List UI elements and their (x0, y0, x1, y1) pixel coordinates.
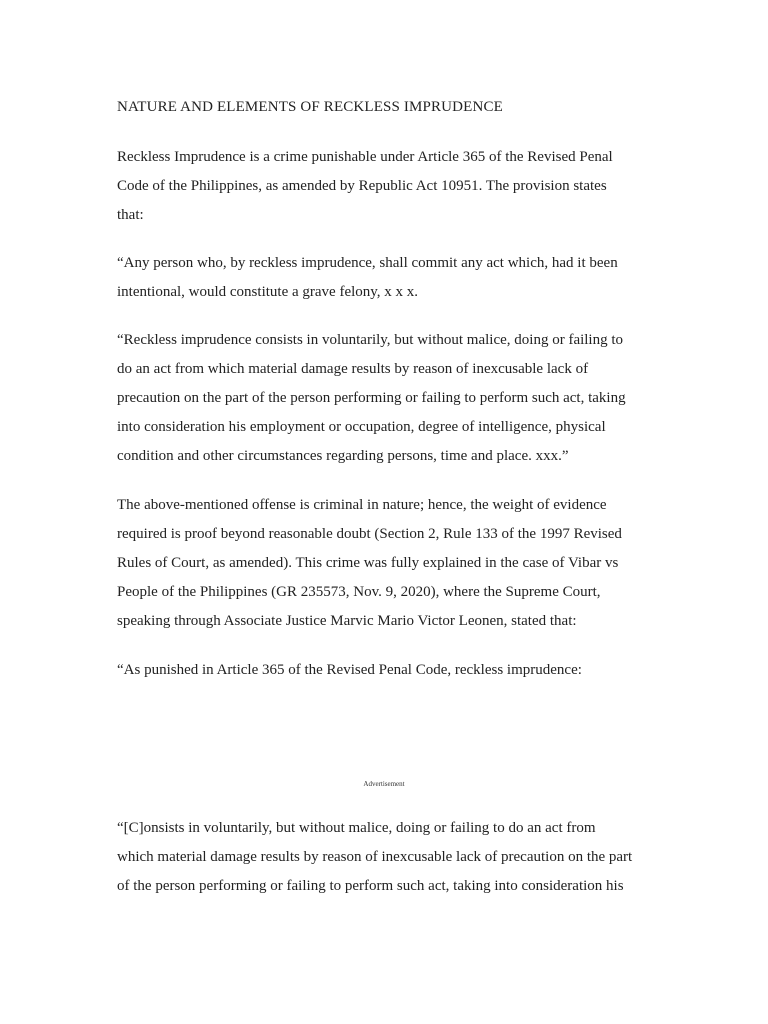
text-line: condition and other circumstances regarding persons, time and place. xxx.” (117, 448, 569, 464)
text-line: intentional, would constitute a grave felony, x x x. (117, 284, 419, 300)
paragraph-quote-definition (117, 326, 626, 471)
paragraph-quote-consists (117, 814, 632, 901)
text-line: that: (117, 207, 144, 223)
paragraph-quote-grave-felony (117, 249, 618, 307)
text-line: “Reckless imprudence consists in voluntarily, but without malice, doing or failing to (117, 332, 624, 348)
text-line: People of the Philippines (GR 235573, Nov. 9, 2020), where the Supreme Court, (117, 584, 601, 600)
text-line: Code of the Philippines, as amended by Republic Act 10951. The provision states (117, 178, 607, 194)
text-line: precaution on the part of the person performing or failing to perform such act, taking (117, 390, 626, 406)
text-line: of the person performing or failing to perform such act, taking into consideration his (117, 878, 624, 894)
text-line: speaking through Associate Justice Marvic Mario Victor Leonen, stated that: (117, 613, 577, 629)
text-line: which material damage results by reason of inexcusable lack of precaution on the part (117, 849, 633, 865)
text-line: “Any person who, by reckless imprudence, shall commit any act which, had it been (117, 255, 618, 271)
paragraph-evidence (117, 491, 622, 636)
paragraph-quote-article-365 (117, 656, 582, 685)
text-line: The above-mentioned offense is criminal in nature; hence, the weight of evidence (117, 497, 607, 513)
text-line: “[C]onsists in voluntarily, but without malice, doing or failing to do an act from (117, 820, 596, 836)
advertisement-label: Advertisement (363, 780, 405, 788)
text-line: do an act from which material damage results by reason of inexcusable lack of (117, 361, 589, 377)
text-line: Rules of Court, as amended). This crime was fully explained in the case of Vibar vs (117, 555, 619, 571)
text-line: “As punished in Article 365 of the Revised Penal Code, reckless imprudence: (117, 662, 582, 678)
document-title: NATURE AND ELEMENTS OF RECKLESS IMPRUDENCE (117, 99, 503, 115)
text-line: required is proof beyond reasonable doubt (Section 2, Rule 133 of the 1997 Revised (117, 526, 622, 542)
text-line: Reckless Imprudence is a crime punishable under Article 365 of the Revised Penal (117, 149, 613, 165)
text-line: into consideration his employment or occupation, degree of intelligence, physical (117, 419, 606, 435)
paragraph-intro (117, 143, 613, 230)
